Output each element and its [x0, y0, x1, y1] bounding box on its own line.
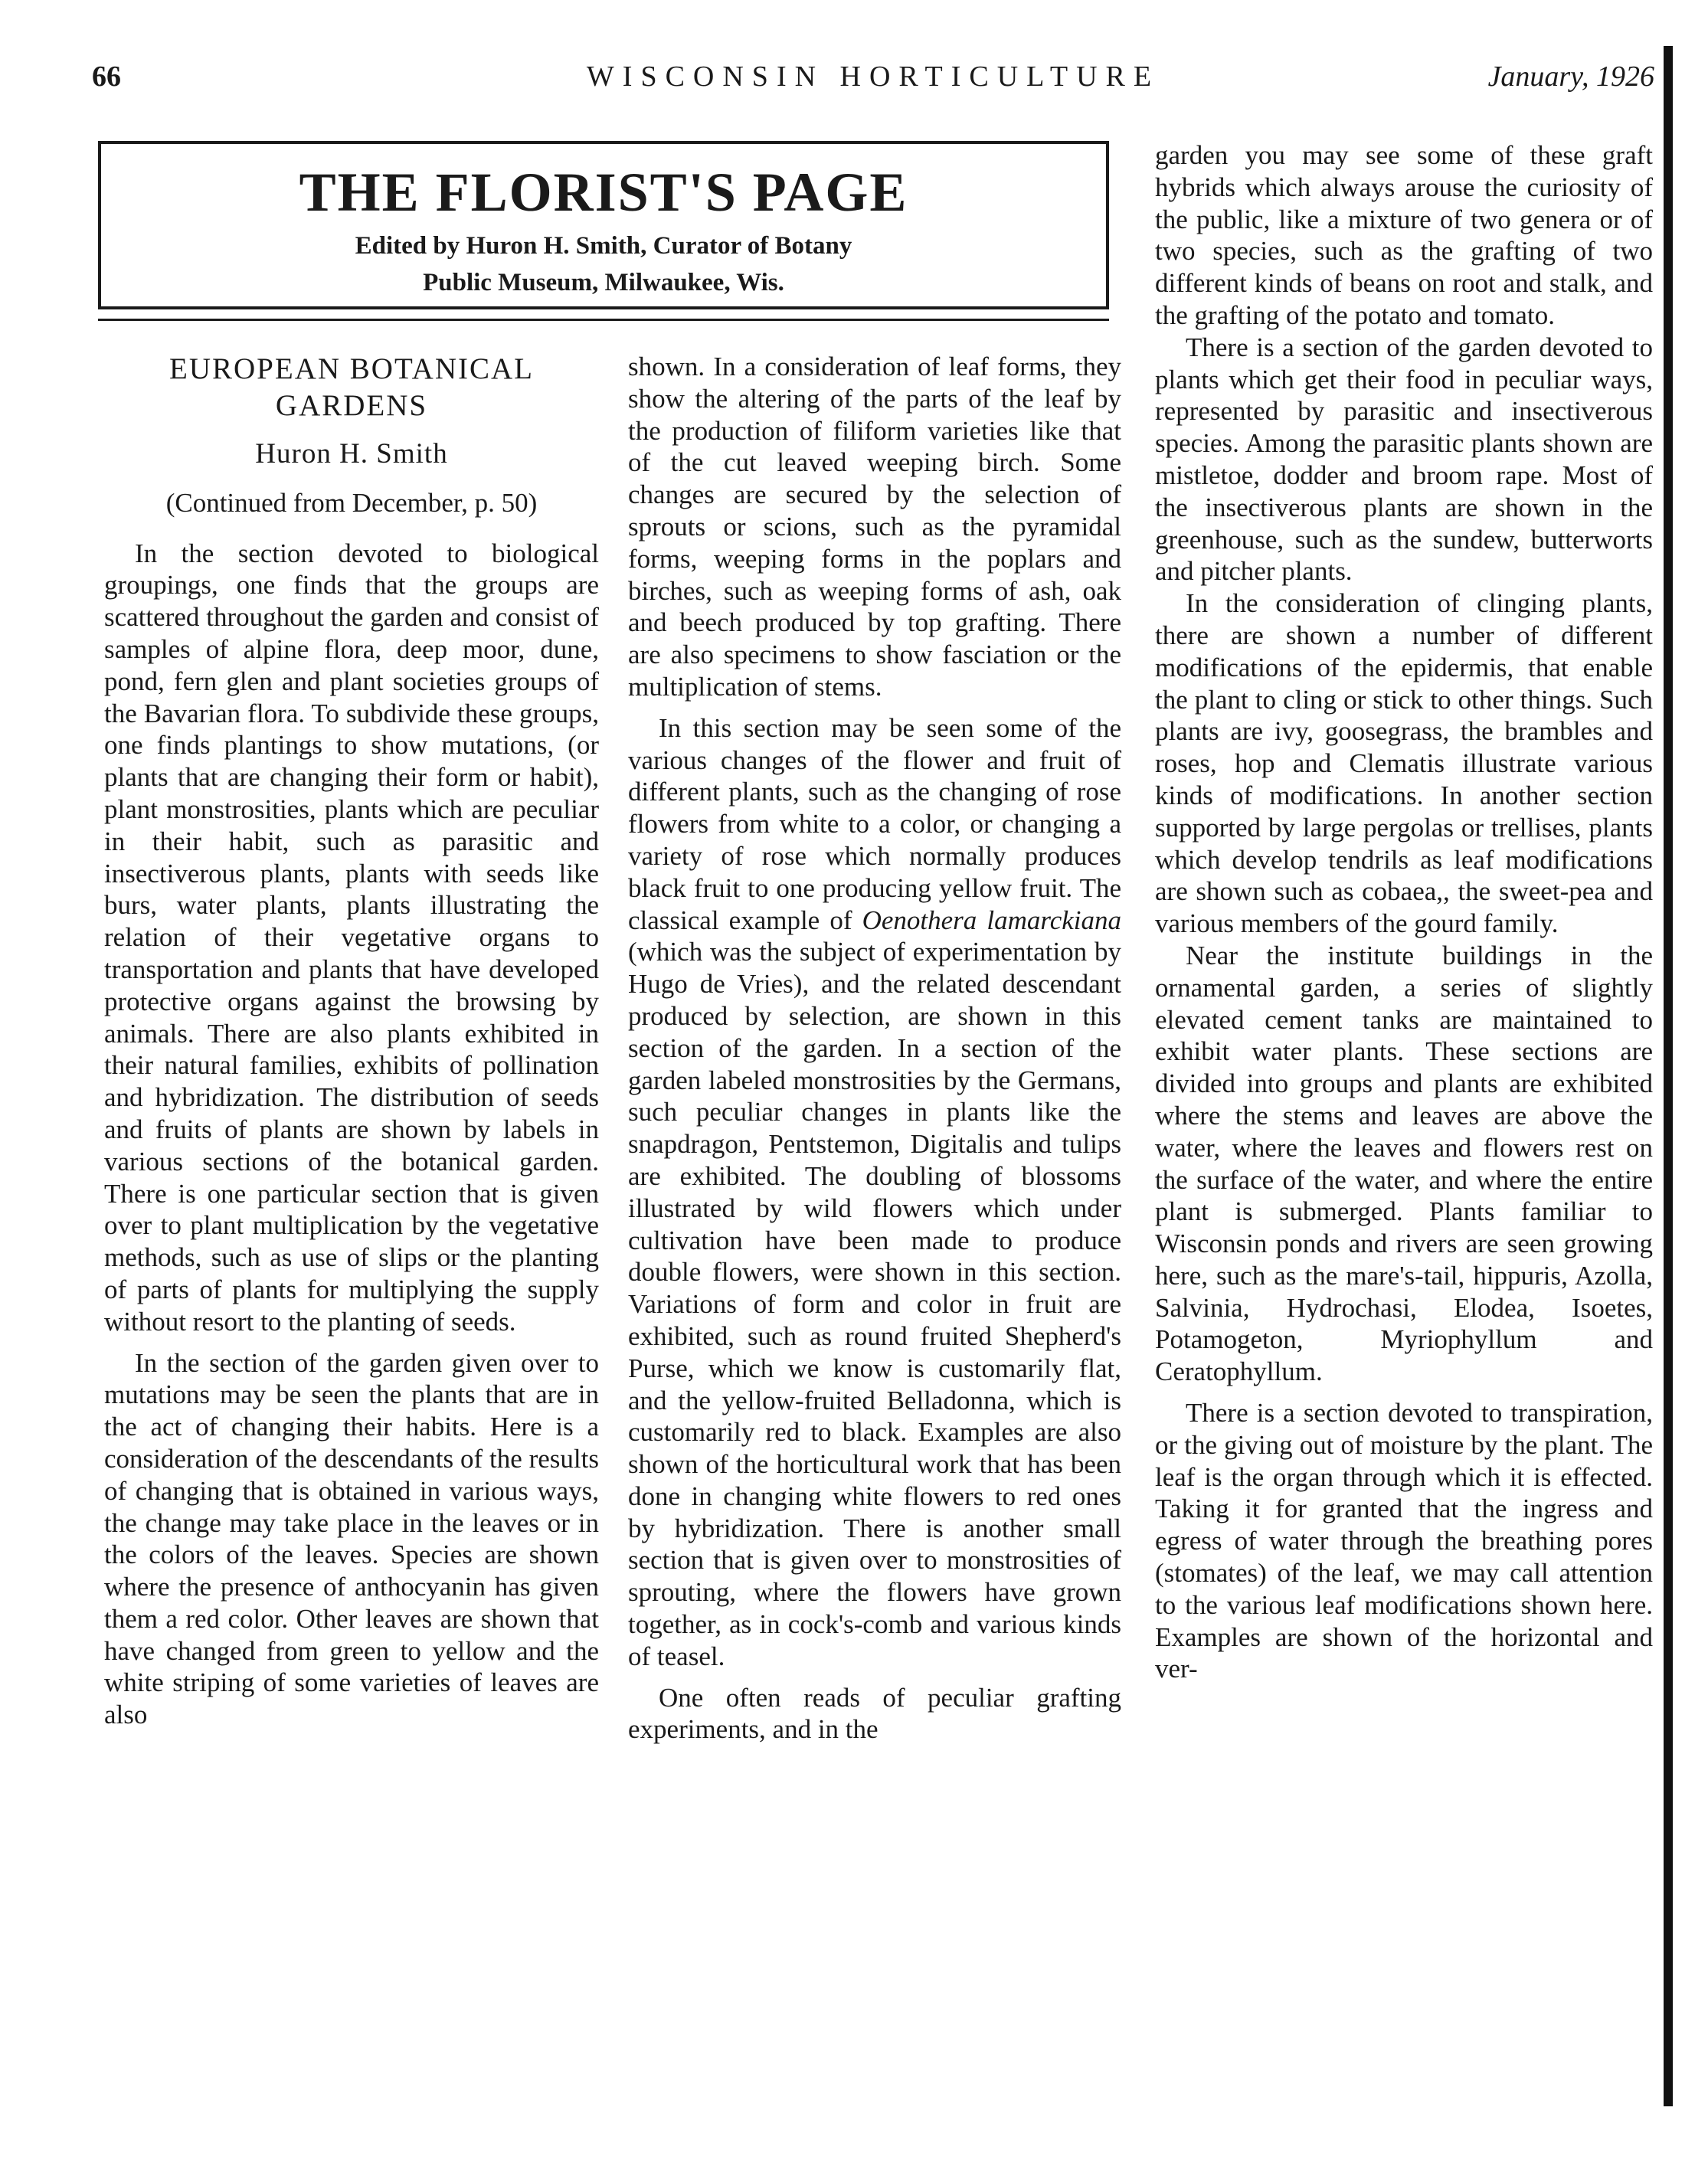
- paragraph: [628, 712, 1121, 1673]
- journal-title: WISCONSIN HORTICULTURE: [586, 61, 1160, 93]
- paragraph-text: In this section may be seen some of the various changes of the flower and fruit of different plants, such as the changing of rose flowers from white to a color, or changing a variety of rose which normally produces black fruit to one producing yellow fruit. The classical example of: [628, 712, 1121, 935]
- paragraph: In the section devoted to biological groupings, one finds that the groups are scattered throughout the garden and consist of samples of alpine flora, deep moor, dune, pond, fern glen and plant societies groups of the Bavarian flora. To subdivide these groups, one finds plantings to show mutations, (or plants that are changing their form or habit), plant monstrosities, plants which are peculiar in their habit, such as parasitic and insectiverous plants, plants with seeds like burs, water plants, plants illustrating the relation of their vegetative organs to transportation and plants that have developed protective organs against the browsing by animals. There are also plants exhibited in their natural families, exhibits of pollination and hybridization. The distribution of seeds and fruits of plants are shown by labels in various sections of the botanical garden. There is one particular section that is given over to plant multiplication by the vegetative methods, such as use of slips or the planting of parts of plants for multiplying the supply without resort to the planting of seeds.: [104, 538, 599, 1337]
- paragraph-text: (which was the subject of experimentation by Hugo de Vries), and the related descendant produced by selection, are shown in this section of the garden. In a section of the garden labeled monstrosities by the Germans, such peculiar changes in plants like the snapdragon, Pentstemon, Digitalis and tulips are exhibited. The doubling of blossoms illustrated by wild flowers which under cultivation have been made to produce double flowers, were shown in this section. Variations of form and color in fruit are exhibited, such as round fruited Shepherd's Purse, which we know is customarily flat, and the yellow-fruited Belladonna, which is customarily red to black. Examples are also shown of the horticultural work that has been done in changing white flowers to red ones by hybridization. There is another small section that is given over to monstrosities of sprouting, where the flowers have grown together, as in cock's-comb and various kinds of teasel.: [628, 937, 1121, 1671]
- title-divider: [98, 319, 1109, 321]
- column-2: [628, 351, 1121, 1746]
- continued-note: (Continued from December, p. 50): [165, 487, 538, 518]
- paragraph: Near the institute buildings in the ornamental garden, a series of slightly elevated cement tanks are maintained to exhibit water plants. These sections are divided into groups and plants are exhibited where the stems and leaves are above the water, where the leaves and flowers rest on the surface of the water, and where the entire plant is submerged. Plants familiar to Wisconsin ponds and rivers are seen growing here, such as the mare's-tail, hippuris, Azolla, Salvinia, Hydrochasi, Elodea, Isoetes, Potamogeton, Myriophyllum and Ceratophyllum.: [1155, 940, 1653, 1387]
- editor-line-1: Edited by Huron H. Smith, Curator of Botany: [355, 232, 852, 260]
- section-title-box: [98, 141, 1109, 309]
- running-header: [92, 60, 1654, 106]
- column-3: [1155, 139, 1653, 1685]
- issue-date: January, 1926: [1487, 61, 1654, 93]
- column-1: [104, 342, 599, 1731]
- species-name: Oenothera lamarckiana: [862, 905, 1122, 935]
- paragraph: There is a section of the garden devoted to plants which get their food in peculiar ways, represented by parasitic and insectiverous species. Among the parasitic plants shown are mistletoe, dodder and broom rape. Most of the insectiverous plants are shown in the greenhouse, such as the sundew, butterworts and pitcher plants.: [1155, 332, 1653, 587]
- article-author: Huron H. Smith: [255, 438, 448, 470]
- paragraph: shown. In a consideration of leaf forms, they show the altering of the parts of the leaf by the production of filiform varieties like that of the cut leaved weeping birch. Some changes are secured by the selection of sprouts or scions, such as the pyramidal forms, weeping forms in the poplars and birches, such as weeping forms of ash, oak and beech produced by top grafting. There are also specimens to show fasciation or the multiplication of stems.: [628, 352, 1121, 702]
- paragraph: One often reads of peculiar grafting experiments, and in the: [628, 1682, 1121, 1745]
- paragraph: There is a section devoted to transpiration, or the giving out of moisture by the plant. The leaf is the organ through which it is effected. Taking it for granted that the ingress and egress of water through the breathing pores (stomates) of the leaf, we may call attention to the various leaf modifications shown here. Examples are shown of the horizontal and ver-: [1155, 1398, 1653, 1684]
- paragraph: In the consideration of clinging plants, there are shown a number of different modifications of the epidermis, that enable the plant to cling or stick to other things. Such plants are ivy, goosegrass, the brambles and roses, hop and Clematis illustrate various kinds of modifications. In another section supported by large pergolas or trellises, plants which develop tendrils as leaf modifications are shown such as cobaea,, the sweet-pea and various members of the gourd family.: [1155, 588, 1653, 939]
- paragraph: In the section of the garden given over to mutations may be seen the plants that are in the act of changing their habits. Here is a consideration of the descendants of the results of changing that is obtained in various ways, the change may take place in the leaves or in the colors of the leaves. Species are shown where the presence of anthocyanin has given them a red color. Other leaves are shown that have changed from green to yellow and the white striping of some varieties of leaves are also: [104, 1347, 599, 1730]
- article-title: EUROPEAN BOTANICAL GARDENS: [169, 352, 534, 422]
- section-title: THE FLORIST'S PAGE: [299, 162, 908, 223]
- scan-edge-bar: [1664, 46, 1673, 2106]
- page-number: 66: [92, 61, 121, 93]
- paragraph: garden you may see some of these graft hybrids which always arouse the curiosity of the public, like a mixture of two genera or of two species, such as the grafting of two different kinds of beans on root and stalk, and the grafting of the potato and tomato.: [1155, 140, 1653, 330]
- editor-line-2: Public Museum, Milwaukee, Wis.: [423, 269, 784, 296]
